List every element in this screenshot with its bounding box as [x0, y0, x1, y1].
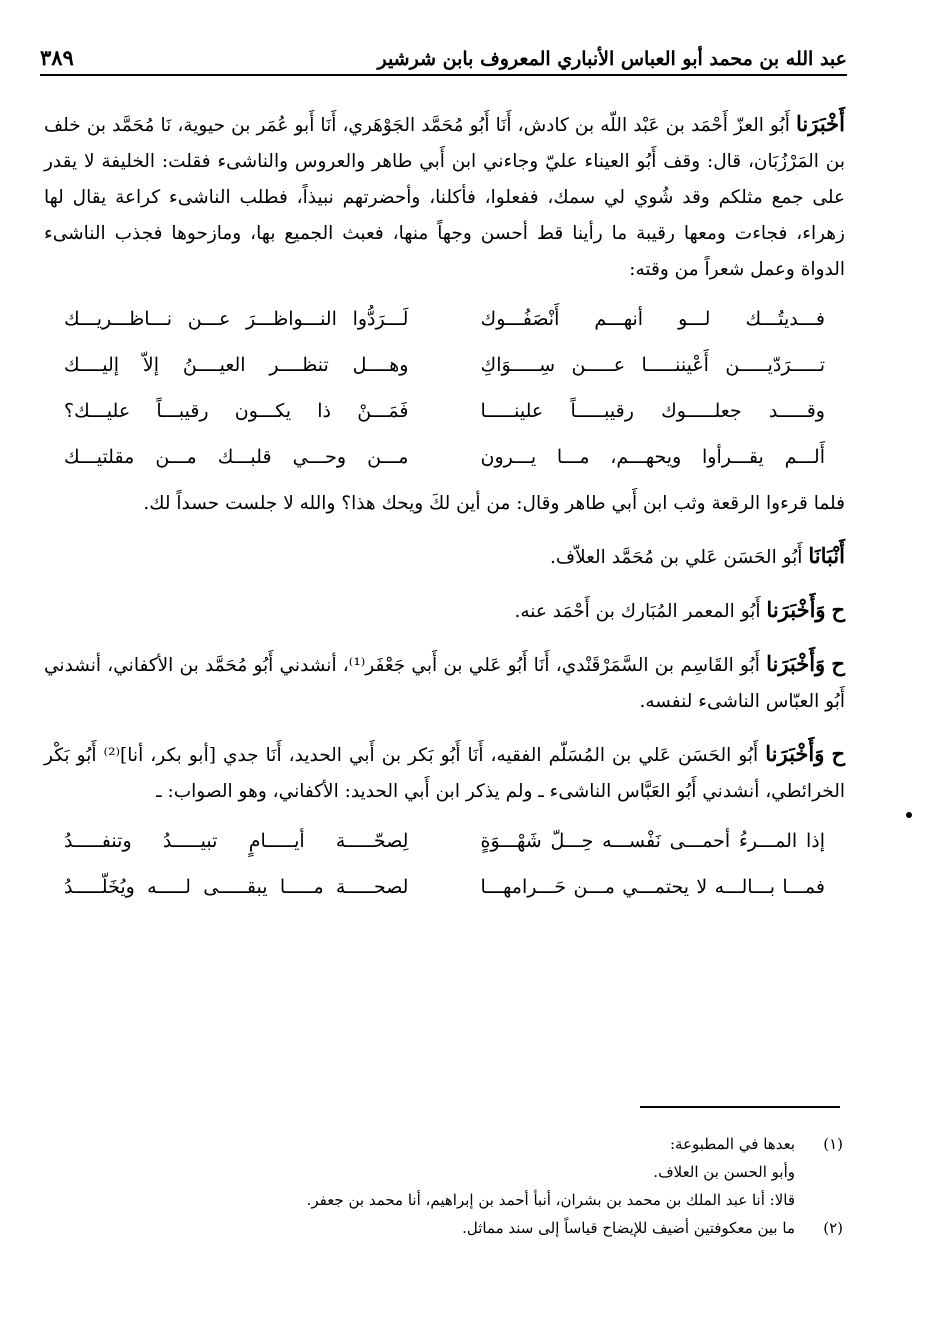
- page-number: ٣٨٩: [40, 45, 74, 70]
- verse: [44, 296, 845, 342]
- verse-second-hemistich: مـــن وحـــي قلبـــك مـــن مقلتيـــك: [64, 446, 409, 468]
- keyword: وَأَخْبَرَنا: [765, 741, 825, 766]
- footnote-line: وأبو الحسن بن العلاف.: [653, 1163, 795, 1181]
- paragraph-6: [44, 736, 845, 810]
- paragraph-2: [44, 486, 845, 522]
- paragraph-text: أَبُو الحَسَن عَلي بن المُسَلّم الفقيه، أَنَا أَبُو بَكر بن أَبي الحديد، أَنَا جدي [أبو بكر، أنا]⁽²⁾ أَبُو بَكْر الخرائطي، أنشدني أَبُو العَبَّاس الناشىء ـ ولم يذكر ابن أَبي الحديد: الأكفاني، وهو الصواب: ـ: [44, 745, 845, 802]
- footnote-number: (١): [823, 1135, 843, 1153]
- ha-mark: ح: [831, 597, 845, 622]
- verse: [44, 388, 845, 434]
- running-title: عبد الله بن محمد أبو العباس الأنباري المعروف بابن شرشير: [377, 48, 847, 70]
- keyword: وَأَخْبَرَنا: [766, 651, 826, 676]
- ha-mark: ح: [831, 741, 845, 766]
- poem-2: [44, 818, 845, 910]
- keyword: أَخْبَرَنا: [796, 111, 845, 136]
- ha-mark: ح: [831, 651, 845, 676]
- footnote-1: [44, 1130, 843, 1214]
- verse-first-hemistich: إذا المـــرءُ أحمـــى نَفْســـه حِـــلّ شَهْـــوَةٍ: [480, 830, 825, 852]
- verse-second-hemistich: لصحـــــة مـــــا يبقـــــى لـــــه ويُخَلّـــــدُ: [64, 876, 409, 898]
- footnote-rule: [640, 1106, 840, 1108]
- verse: [44, 434, 845, 480]
- paragraph-4: [44, 592, 845, 630]
- verse-first-hemistich: فمـــا بـــالـــه لا يحتمـــي مـــن حَـــرامهـــا: [480, 876, 825, 898]
- paragraph-text: أَبُو المعمر المُبَارك بن أَحْمَد عنه.: [514, 601, 767, 622]
- footnote-line: ما بين معكوفتين أضيف للإيضاح قياساً إلى سند مماثل.: [462, 1219, 795, 1237]
- verse: [44, 818, 845, 864]
- verse: [44, 342, 845, 388]
- verse-second-hemistich: وهــــل تنظــــر العيــــنُ إلاّ إليــــك: [64, 354, 409, 376]
- footnote-line: بعدها في المطبوعة:: [669, 1135, 795, 1153]
- verse-first-hemistich: أَلـــم يقـــرأوا ويحهـــم، مـــا يـــرون: [480, 446, 825, 468]
- verse-first-hemistich: وقـــــد جعلـــــوك رقيبـــــاً علينـــــا: [480, 400, 825, 422]
- margin-dot: [906, 812, 912, 818]
- verse: [44, 864, 845, 910]
- keyword: وَأَخْبَرَنا: [766, 597, 826, 622]
- footnote-line: قالا: أنا عبد الملك بن محمد بن بشران، أنبأ أحمد بن إبراهيم، أنا محمد بن جعفر.: [306, 1191, 795, 1209]
- footnotes: [44, 1130, 843, 1242]
- paragraph-text: أَبُو العزّ أَحْمَد بن عَبْد اللّه بن كادش، أَنَا أَبُو مُحَمَّد الجَوْهَري، أَنَا أَبو عُمَر بن حيوية، نَا مُحَمَّد بن خلف بن المَرْزُبَان، قال: وقف أَبُو العيناء عليّ وجاءني ابن أَبي طاهر والعروس والناشىء فقلت: الخليفة لا يقدر على جمع مثلكم وقد شُوي لي سمك، ففعلوا، فأكلنا، وأحضرتهم نبيذاً، فطلب الناشىء كراعة يقال لها زهراء، فجاءت ومعها رقيبة ما رأينا قط أحسن وجهاً منها، فعبث الجميع بها، ومازحوها فجذب الناشىء الدواة وعمل شعراً من وقته:: [44, 115, 845, 280]
- verse-second-hemistich: لِصحّـــــة أيـــــامٍ تبيـــــدُ وتنفـــــدُ: [64, 830, 409, 852]
- paragraph-text: أَبُو الحَسَن عَلي بن مُحَمَّد العلاّف.: [550, 547, 809, 568]
- paragraph-1: [44, 106, 845, 288]
- verse-second-hemistich: لَـــرَدُّوا النـــواظـــرَ عـــن نـــاظـــريـــك: [64, 308, 409, 330]
- verse-first-hemistich: فـــديتُـــك لـــو أنهـــم أَنْصَفُـــوك: [480, 308, 825, 330]
- paragraph-text: أَبُو القَاسِم بن السَّمَرْقَنْدي، أَنَا أَبُو عَلي بن أَبي جَعْفَر⁽¹⁾، أنشدني أَبُو مُحَمَّد بن الأكفاني، أنشدني أَبُو العبّاس الناشىء لنفسه.: [44, 655, 845, 712]
- keyword: أَنْبَانَا: [808, 543, 845, 568]
- verse-first-hemistich: تـــــرَدّيـــــن أَعْيننـــــا عـــــن سِـــــوَاكِ: [480, 354, 825, 376]
- paragraph-5: [44, 646, 845, 720]
- paragraph-3: [44, 538, 845, 576]
- running-header: [40, 36, 847, 76]
- paragraph-text: فلما قرءوا الرقعة وثب ابن أَبي طاهر وقال: من أين لكَ ويحك هذا؟ والله لا جلست حسداً لك.: [143, 493, 845, 514]
- poem-1: [44, 296, 845, 480]
- main-text: [44, 106, 845, 916]
- footnote-number: (٢): [823, 1219, 843, 1237]
- footnote-2: [44, 1214, 843, 1242]
- verse-second-hemistich: فَمَـــنْ ذا يكـــون رقيبـــاً عليـــك؟: [64, 400, 409, 422]
